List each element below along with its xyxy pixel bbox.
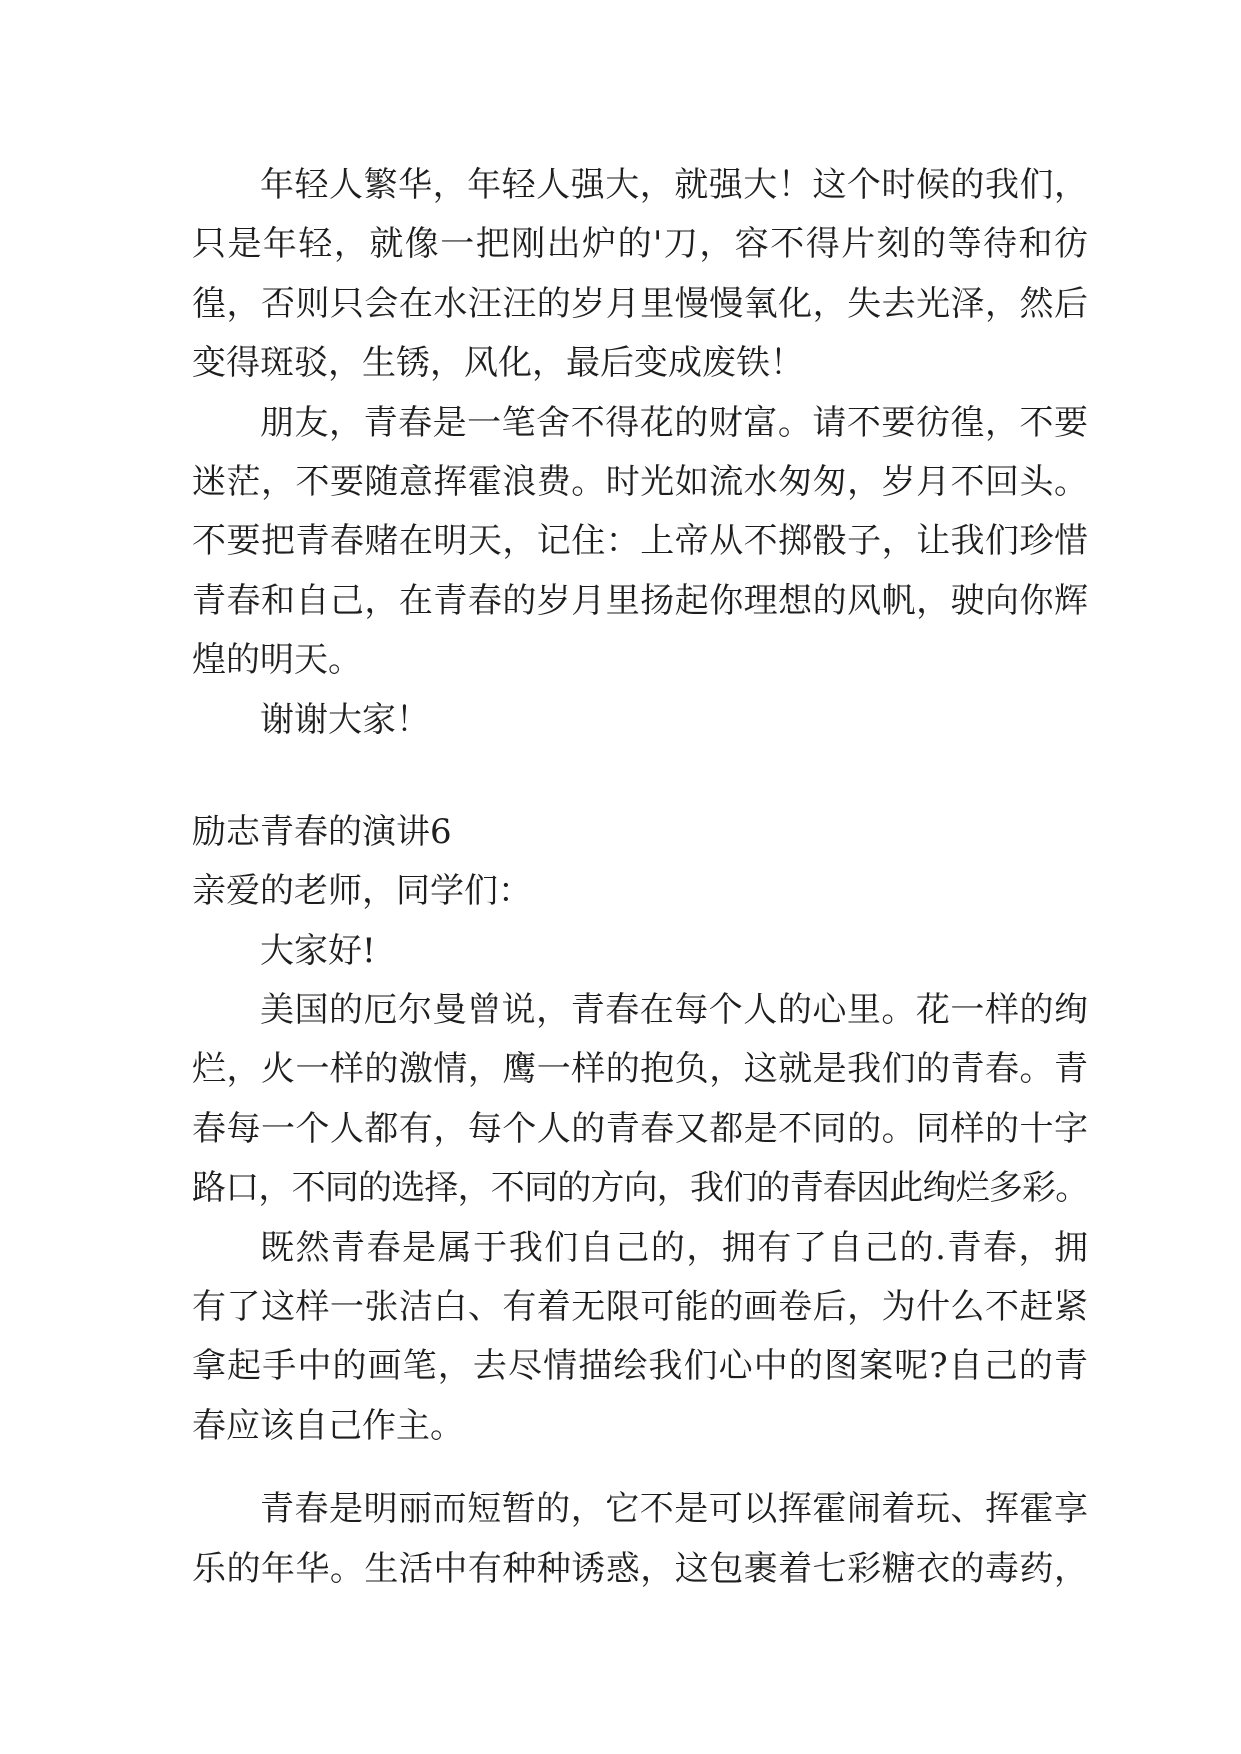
speech-title: 励志青春的演讲6	[192, 811, 452, 852]
paragraph	[192, 156, 1088, 394]
salutation: 亲爱的老师，同学们：	[192, 871, 532, 912]
text-line: 徨，否则只会在水汪汪的岁月里慢慢氧化，失去光泽，然后	[192, 283, 1088, 324]
text-line: 谢谢大家！	[260, 699, 430, 740]
text-line: 只是年轻，就像一把刚出炉的'刀，容不得片刻的等待和彷	[192, 224, 1088, 265]
text-line: 拿起手中的画笔，去尽情描绘我们心中的图案呢?自己的青	[192, 1346, 1088, 1387]
text-line: 有了这样一张洁白、有着无限可能的画卷后，为什么不赶紧	[192, 1287, 1088, 1328]
text-line: 迷茫，不要随意挥霍浪费。时光如流水匆匆，岁月不回头。	[192, 461, 1088, 502]
text-line: 春应该自己作主。	[192, 1405, 464, 1446]
text-line: 春每一个人都有，每个人的青春又都是不同的。同样的十字	[192, 1108, 1088, 1149]
text-line: 乐的年华。生活中有种种诱惑，这包裹着七彩糖衣的毒药，	[192, 1548, 1088, 1589]
paragraph	[192, 1480, 1088, 1599]
text-line: 路口，不同的选择，不同的方向，我们的青春因此绚烂多彩。	[192, 1168, 1088, 1209]
document-body	[192, 156, 1088, 1599]
text-line: 不要把青春赌在明天，记住：上帝从不掷骰子，让我们珍惜	[192, 521, 1088, 562]
text-line: 青春是明丽而短暂的，它不是可以挥霍闹着玩、挥霍享	[260, 1489, 1088, 1530]
paragraph	[192, 1219, 1088, 1457]
text-line: 美国的厄尔曼曾说，青春在每个人的心里。花一样的绚	[260, 990, 1088, 1031]
closing-paragraph	[192, 691, 1088, 750]
text-line: 既然青春是属于我们自己的，拥有了自己的.青春，拥	[260, 1227, 1088, 1268]
greeting: 大家好!	[260, 930, 376, 971]
text-line: 烂，火一样的激情，鹰一样的抱负，这就是我们的青春。青	[192, 1049, 1088, 1090]
paragraph	[192, 981, 1088, 1219]
text-line: 青春和自己，在青春的岁月里扬起你理想的风帆，驶向你辉	[192, 580, 1088, 621]
text-line: 变得斑驳，生锈，风化，最后变成废铁！	[192, 343, 804, 384]
text-line: 煌的明天。	[192, 640, 362, 681]
text-line: 年轻人繁华，年轻人强大，就强大！这个时候的我们，	[260, 165, 1088, 205]
paragraph	[192, 394, 1088, 691]
text-line: 朋友，青春是一笔舍不得花的财富。请不要彷徨，不要	[260, 402, 1088, 443]
